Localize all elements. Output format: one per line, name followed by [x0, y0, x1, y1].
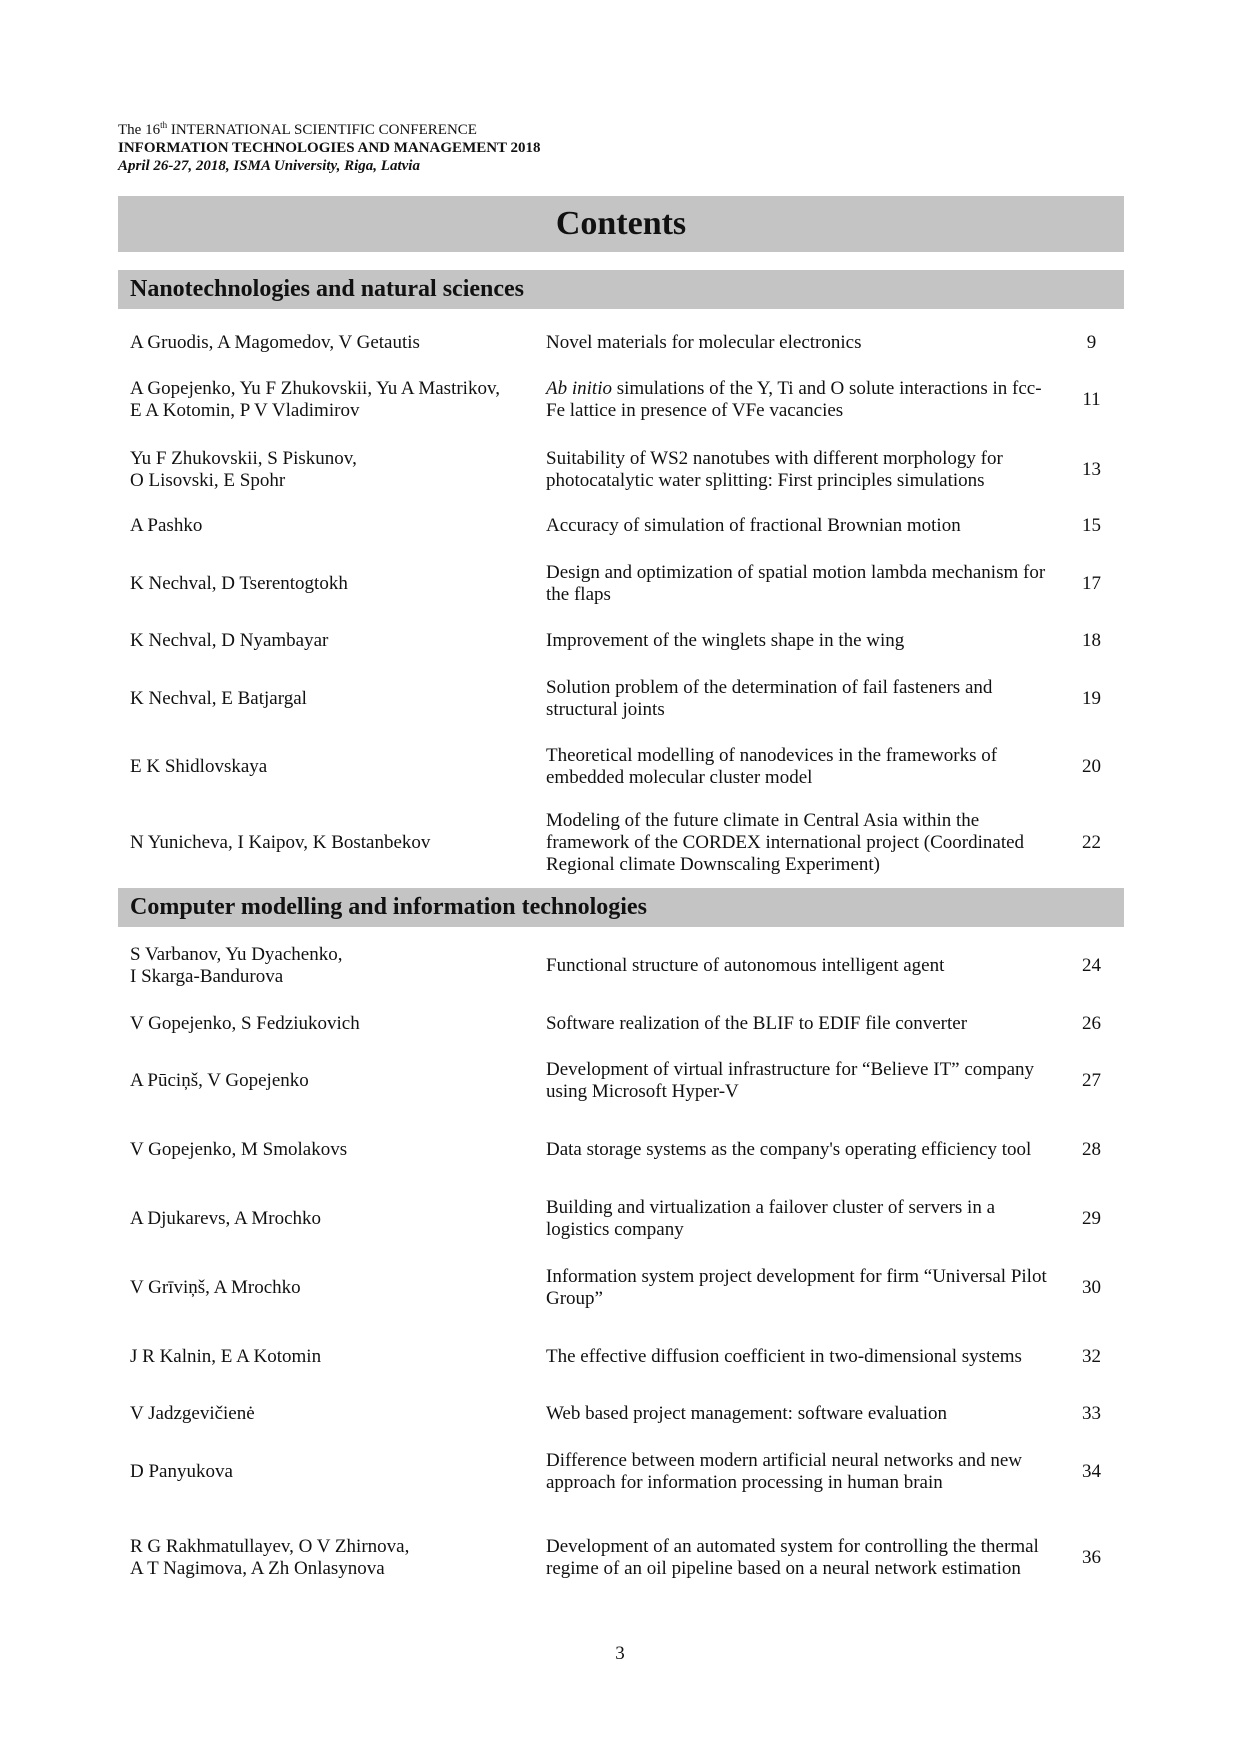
toc-entry: [118, 808, 1124, 878]
entry-title-text: Functional structure of autonomous intelligent agent: [546, 955, 945, 976]
entry-title: [546, 810, 1059, 876]
page-number: 3: [615, 1643, 625, 1664]
entry-page-number: 24: [1082, 955, 1101, 976]
entry-authors-line: N Yunicheva, I Kaipov, K Bostanbekov: [130, 832, 431, 853]
entry-authors-line: D Panyukova: [130, 1461, 233, 1482]
entry-authors-line: A T Nagimova, A Zh Onlasynova: [130, 1558, 385, 1579]
entry-authors-line: A Gruodis, A Magomedov, V Getautis: [130, 332, 420, 353]
entry-authors-line: R G Rakhmatullayev, O V Zhirnova,: [130, 1536, 410, 1557]
entry-authors-line: A Djukarevs, A Mrochko: [130, 1208, 322, 1229]
entry-page-number: 27: [1082, 1070, 1101, 1091]
entry-authors-line: A Pūciņš, V Gopejenko: [130, 1070, 309, 1091]
entry-authors: [118, 944, 546, 988]
entry-authors: [118, 378, 546, 422]
entry-authors-line: V Gopejenko, M Smolakovs: [130, 1139, 348, 1160]
entry-title-text: Data storage systems as the company's operating efficiency tool: [546, 1139, 1032, 1160]
entry-title: [546, 1013, 1059, 1035]
entry-page-number: 30: [1082, 1277, 1101, 1298]
entry-title-text: Web based project management: software evaluation: [546, 1403, 948, 1424]
entry-authors-line: I Skarga-Bandurova: [130, 966, 284, 987]
entry-page-number: 17: [1082, 573, 1101, 594]
entry-authors-line: K Nechval, E Batjargal: [130, 688, 307, 709]
entry-authors: [118, 832, 546, 854]
entry-title-text: Development of virtual infrastructure for “Believe IT” company using Microsoft Hyper-V: [546, 1059, 1034, 1102]
entry-page-number: 28: [1082, 1139, 1101, 1160]
entry-authors-line: K Nechval, D Tserentogtokh: [130, 573, 348, 594]
entry-title: [546, 378, 1059, 422]
entry-authors-line: E A Kotomin, P V Vladimirov: [130, 400, 360, 421]
entry-authors-line: V Grīviņš, A Mrochko: [130, 1277, 301, 1298]
conference-title-line: The 16th INTERNATIONAL SCIENTIFIC CONFERENCE: [118, 120, 477, 138]
entry-authors: [118, 1403, 546, 1425]
entry-authors: [118, 448, 546, 492]
entry-authors: [118, 1277, 546, 1299]
entry-authors: [118, 1013, 546, 1035]
entry-page-number: 20: [1082, 756, 1101, 777]
entry-title-italic: Ab initio: [546, 378, 612, 399]
entry-title-text: Information system project development for firm “Universal Pilot Group”: [546, 1266, 1047, 1309]
entry-title-text: Accuracy of simulation of fractional Brownian motion: [546, 515, 961, 536]
entry-authors-line: K Nechval, D Nyambayar: [130, 630, 329, 651]
conference-header: [118, 116, 541, 175]
entry-title-text: Solution problem of the determination of fail fasteners and structural joints: [546, 677, 993, 720]
entry-page-number: 15: [1082, 515, 1101, 536]
entry-title-text: Modeling of the future climate in Central Asia within the framework of the CORDEX international project (Coordinated Regional climate Downscaling Experiment): [546, 810, 1025, 875]
entry-title-text: Building and virtualization a failover cluster of servers in a logistics company: [546, 1197, 995, 1240]
toc-entry: [118, 1184, 1124, 1254]
entry-title: [546, 562, 1059, 606]
toc-entry: [118, 365, 1124, 435]
entry-title-text: Improvement of the winglets shape in the wing: [546, 630, 905, 651]
toc-entry: [118, 1115, 1124, 1185]
entry-authors: [118, 1070, 546, 1092]
entry-title-text: Theoretical modelling of nanodevices in the frameworks of embedded molecular cluster model: [546, 745, 998, 788]
entry-authors: [118, 1346, 546, 1368]
entry-title-text: Novel materials for molecular electronics: [546, 332, 862, 353]
contents-heading: Contents: [118, 196, 1124, 252]
toc-entry: [118, 1253, 1124, 1323]
entry-title-text: The effective diffusion coefficient in two-dimensional systems: [546, 1346, 1022, 1367]
entry-title-text: simulations of the Y, Ti and O solute interactions in fcc-Fe lattice in presence of VFe vacancies: [546, 378, 1042, 421]
entry-page-number: 22: [1082, 832, 1101, 853]
entry-page-number: 9: [1086, 332, 1097, 353]
entry-authors: [118, 630, 546, 652]
conference-name: INFORMATION TECHNOLOGIES AND MANAGEMENT 2018: [118, 140, 541, 156]
entry-authors-line: O Lisovski, E Spohr: [130, 470, 286, 491]
conference-date-location: April 26-27, 2018, ISMA University, Riga, Latvia: [118, 158, 420, 174]
entry-title: [546, 1139, 1059, 1161]
entry-authors-line: V Jadzgevičienė: [130, 1403, 255, 1424]
entry-title: [546, 515, 1059, 537]
entry-authors: [118, 573, 546, 595]
entry-title: [546, 1536, 1059, 1580]
toc-entry: [118, 664, 1124, 734]
entry-title: [546, 1346, 1059, 1368]
entry-title-text: Design and optimization of spatial motion lambda mechanism for the flaps: [546, 562, 1046, 605]
entry-authors: [118, 1139, 546, 1161]
entry-authors: [118, 756, 546, 778]
entry-title-text: Difference between modern artificial neural networks and new approach for information processing in human brain: [546, 1450, 1023, 1493]
toc-entry: [118, 1523, 1124, 1593]
entry-authors: [118, 1208, 546, 1230]
entry-title: [546, 1403, 1059, 1425]
entry-authors-line: J R Kalnin, E A Kotomin: [130, 1346, 322, 1367]
entry-title: [546, 1266, 1059, 1310]
entry-page-number: 11: [1082, 389, 1101, 410]
entry-page-number: 29: [1082, 1208, 1101, 1229]
entry-page-number: 33: [1082, 1403, 1101, 1424]
entry-title: [546, 1197, 1059, 1241]
toc-entry: [118, 1437, 1124, 1507]
entry-authors-line: E K Shidlovskaya: [130, 756, 268, 777]
entry-authors: [118, 688, 546, 710]
entry-page-number: 36: [1082, 1547, 1101, 1568]
toc-entry: [118, 1046, 1124, 1116]
entry-title: [546, 745, 1059, 789]
section-heading-computer-modelling: Computer modelling and information technologies: [118, 888, 1124, 927]
entry-authors-line: V Gopejenko, S Fedziukovich: [130, 1013, 360, 1034]
entry-title: [546, 448, 1059, 492]
toc-entry: [118, 732, 1124, 802]
entry-authors-line: A Gopejenko, Yu F Zhukovskii, Yu A Mastrikov,: [130, 378, 500, 399]
entry-authors-line: S Varbanov, Yu Dyachenko,: [130, 944, 343, 965]
entry-page-number: 19: [1082, 688, 1101, 709]
entry-title-text: Development of an automated system for controlling the thermal regime of an oil pipeline based on a neural network estimation: [546, 1536, 1039, 1579]
entry-title: [546, 955, 1059, 977]
entry-authors: [118, 515, 546, 537]
entry-authors-line: Yu F Zhukovskii, S Piskunov,: [130, 448, 357, 469]
entry-page-number: 32: [1082, 1346, 1101, 1367]
entry-authors-line: A Pashko: [130, 515, 203, 536]
entry-title: [546, 630, 1059, 652]
entry-title: [546, 332, 1059, 354]
entry-page-number: 18: [1082, 630, 1101, 651]
entry-title: [546, 1059, 1059, 1103]
entry-page-number: 34: [1082, 1461, 1101, 1482]
entry-page-number: 13: [1082, 459, 1101, 480]
entry-title-text: Software realization of the BLIF to EDIF file converter: [546, 1013, 968, 1034]
entry-title-text: Suitability of WS2 nanotubes with different morphology for photocatalytic water splitting: First principles simulations: [546, 448, 1003, 491]
entry-authors: [118, 1536, 546, 1580]
entry-title: [546, 677, 1059, 721]
entry-authors: [118, 1461, 546, 1483]
entry-page-number: 26: [1082, 1013, 1101, 1034]
entry-authors: [118, 332, 546, 354]
section-heading-nanotechnologies: Nanotechnologies and natural sciences: [118, 270, 1124, 309]
entry-title: [546, 1450, 1059, 1494]
